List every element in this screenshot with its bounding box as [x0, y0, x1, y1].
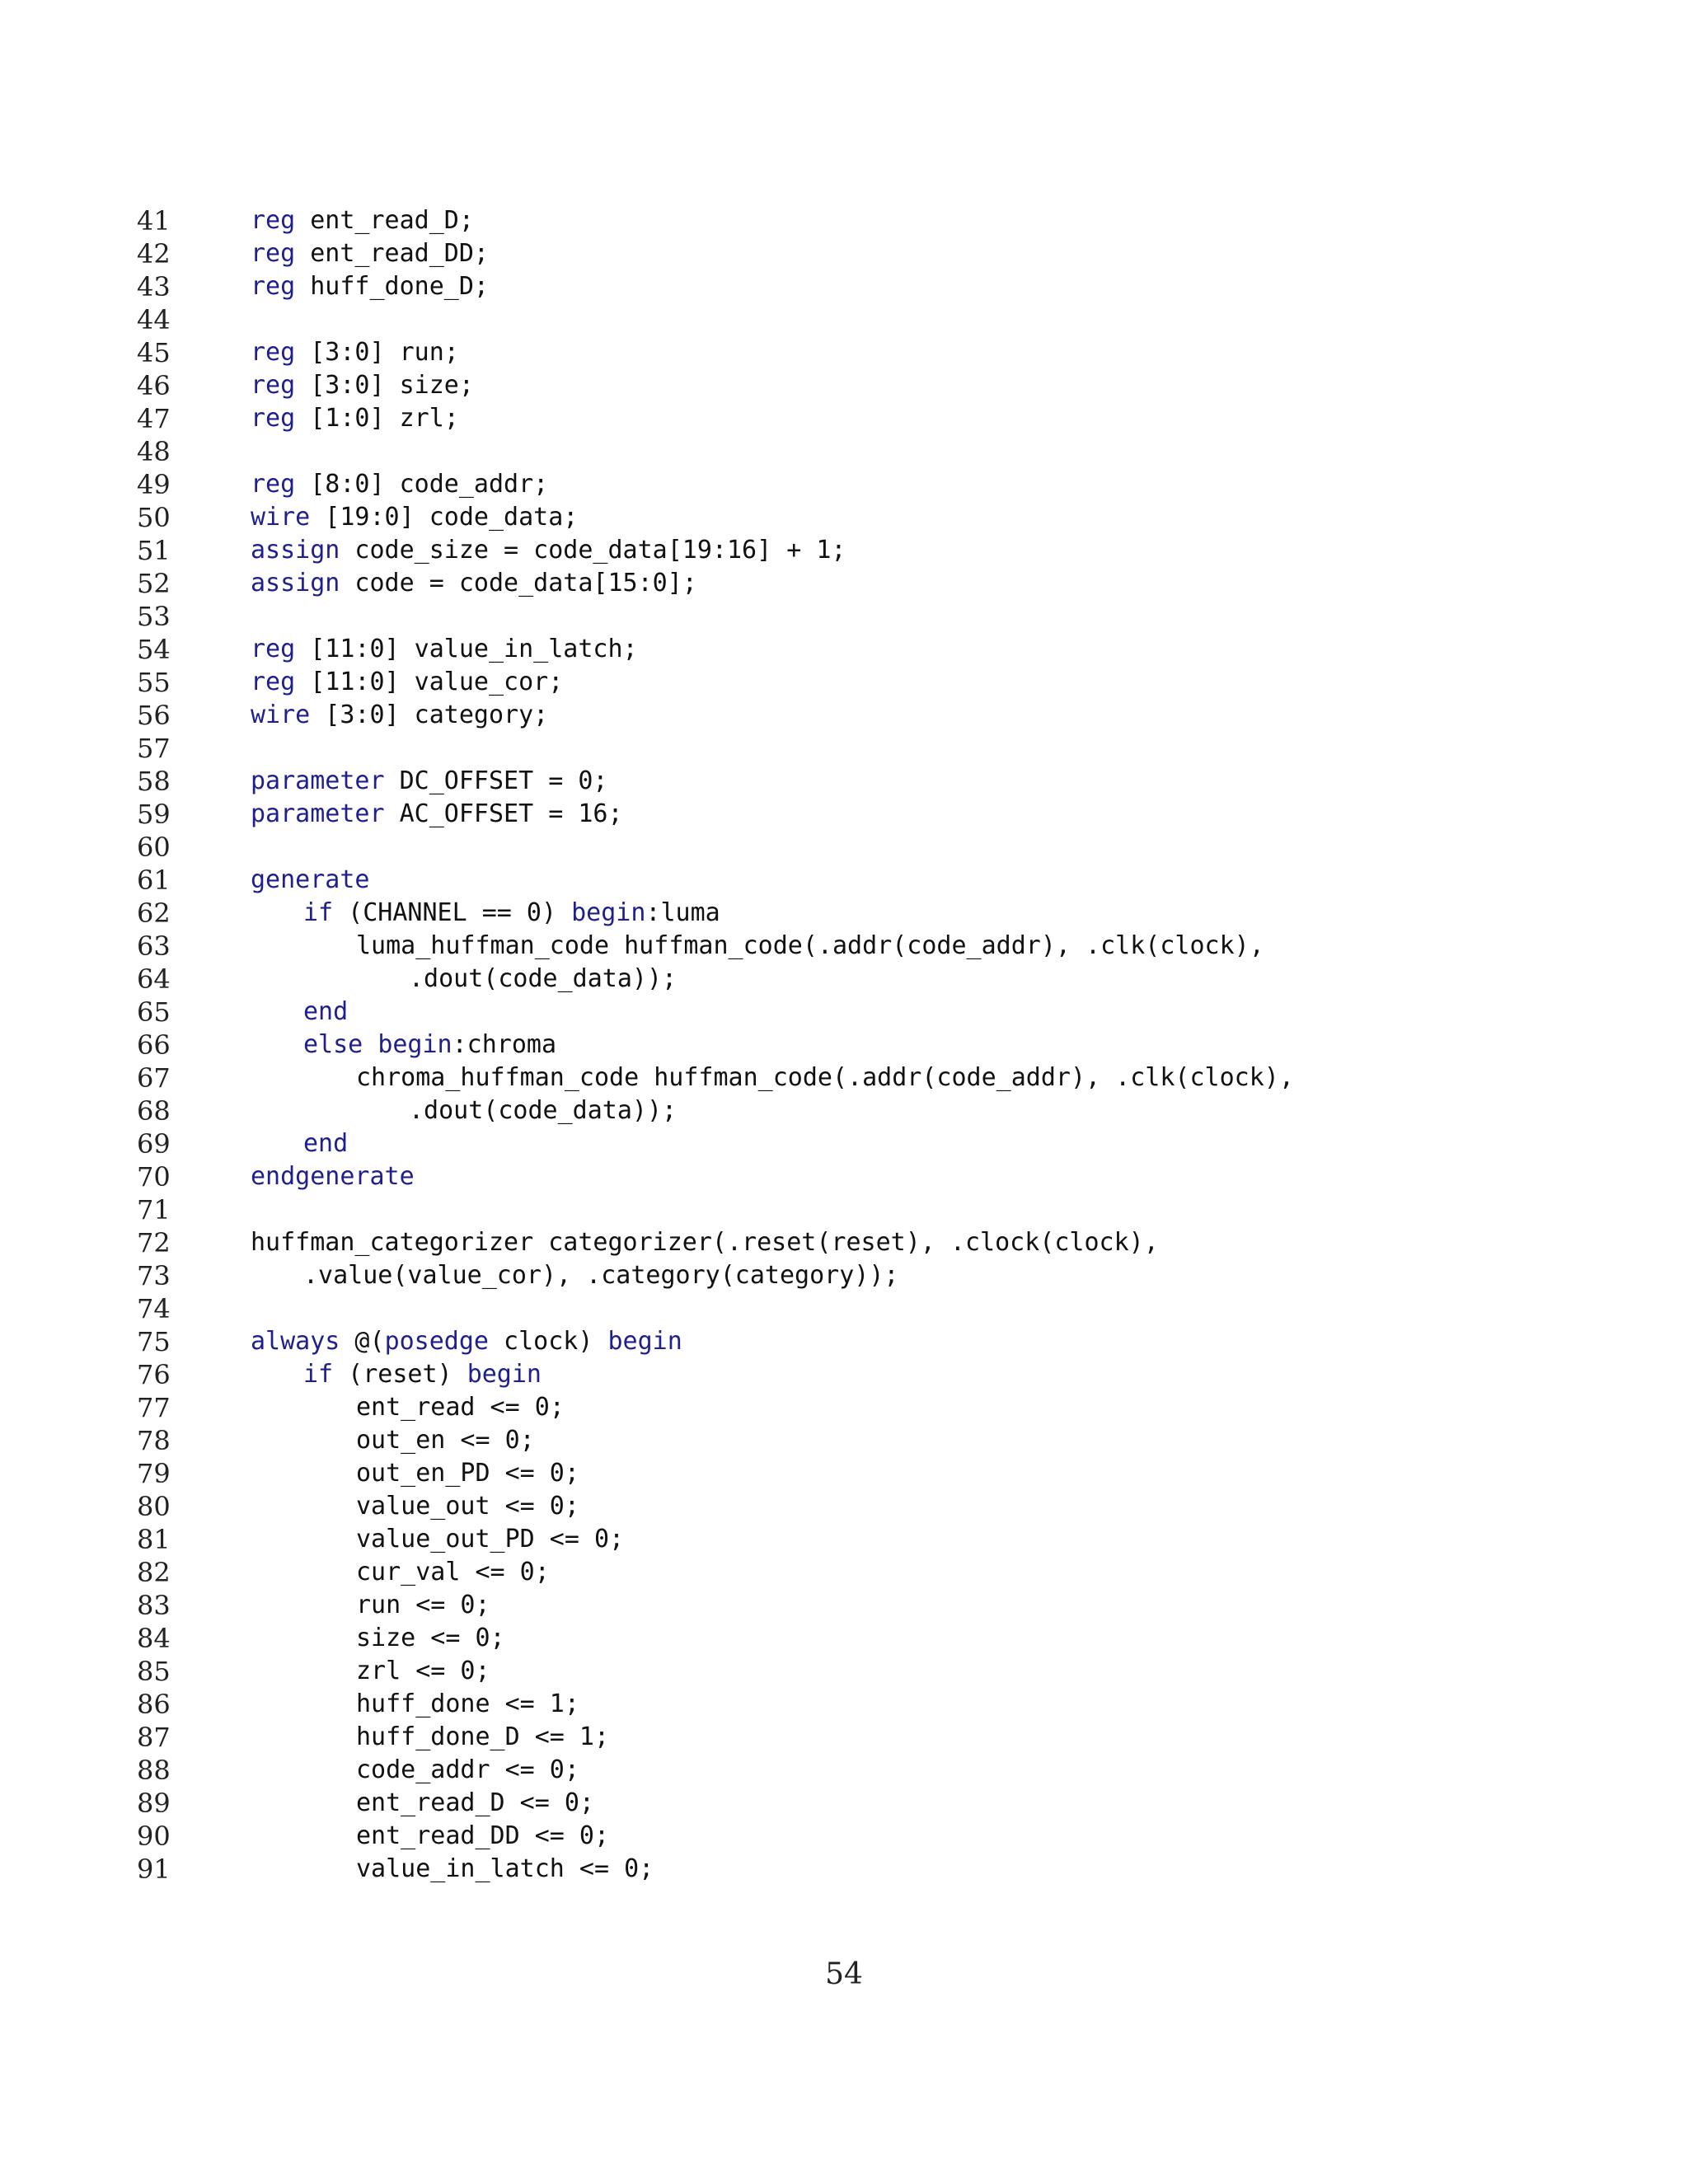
- line-number: 63: [137, 930, 171, 962]
- code-text: generate: [251, 865, 370, 894]
- code-line: [0, 1622, 1688, 1655]
- code-line: [0, 204, 1688, 237]
- code-line: [0, 1226, 1688, 1259]
- line-number: 70: [137, 1161, 171, 1193]
- code-line: [0, 303, 1688, 336]
- line-number: 91: [137, 1854, 171, 1885]
- code-text: parameter DC_OFFSET = 0;: [251, 766, 608, 795]
- code-text: value_out <= 0;: [356, 1492, 579, 1521]
- code-line: [0, 1457, 1688, 1490]
- code-text: run <= 0;: [356, 1591, 490, 1619]
- code-text: huff_done_D <= 1;: [356, 1722, 610, 1751]
- code-text: reg [11:0] value_in_latch;: [251, 635, 638, 663]
- code-text: always @(posedge clock) begin: [251, 1327, 682, 1356]
- line-number: 59: [137, 799, 171, 830]
- code-line: [0, 699, 1688, 732]
- code-line: [0, 1391, 1688, 1424]
- line-number: 80: [137, 1491, 171, 1522]
- code-line: [0, 831, 1688, 864]
- line-number: 90: [137, 1821, 171, 1852]
- line-number: 55: [137, 667, 171, 698]
- code-line: [0, 1029, 1688, 1062]
- code-line: [0, 1292, 1688, 1325]
- code-line: [0, 666, 1688, 699]
- code-line: [0, 1688, 1688, 1721]
- line-number: 65: [137, 996, 171, 1028]
- line-number: 81: [137, 1524, 171, 1555]
- code-text: .dout(code_data));: [409, 1096, 678, 1125]
- code-line: [0, 1655, 1688, 1688]
- code-line: [0, 435, 1688, 468]
- code-line: [0, 765, 1688, 798]
- line-number: 69: [137, 1128, 171, 1160]
- code-line: [0, 897, 1688, 930]
- code-text: reg [11:0] value_cor;: [251, 668, 564, 696]
- code-text: end: [303, 1129, 349, 1158]
- code-line: [0, 1259, 1688, 1292]
- code-line: [0, 402, 1688, 435]
- code-text: chroma_huffman_code huffman_code(.addr(code_addr), .clk(clock),: [356, 1063, 1294, 1092]
- line-number: 50: [137, 502, 171, 533]
- line-number: 71: [137, 1194, 171, 1226]
- code-text: assign code = code_data[15:0];: [251, 569, 697, 598]
- code-text: reg [8:0] code_addr;: [251, 470, 549, 499]
- code-text: endgenerate: [251, 1162, 415, 1191]
- code-text: zrl <= 0;: [356, 1657, 490, 1685]
- code-text: luma_huffman_code huffman_code(.addr(code_addr), .clk(clock),: [356, 931, 1264, 960]
- code-line: [0, 237, 1688, 270]
- code-line: [0, 1523, 1688, 1556]
- code-line: [0, 1820, 1688, 1853]
- line-number: 74: [137, 1293, 171, 1324]
- code-text: reg [1:0] zrl;: [251, 404, 459, 433]
- code-text: ent_read_D <= 0;: [356, 1788, 594, 1817]
- line-number: 79: [137, 1458, 171, 1489]
- code-line: [0, 1160, 1688, 1193]
- code-line: [0, 1094, 1688, 1127]
- line-number: 51: [137, 535, 171, 566]
- code-line: [0, 600, 1688, 633]
- code-text: end: [303, 997, 349, 1026]
- code-text: reg huff_done_D;: [251, 272, 489, 301]
- page-number: 54: [825, 1957, 863, 1991]
- line-number: 66: [137, 1029, 171, 1061]
- code-text: .dout(code_data));: [409, 964, 678, 993]
- line-number: 72: [137, 1227, 171, 1258]
- code-line: [0, 930, 1688, 963]
- code-text: .value(value_cor), .category(category));: [303, 1261, 899, 1290]
- code-line: [0, 468, 1688, 501]
- code-listing: [0, 204, 1688, 1886]
- code-text: wire [19:0] code_data;: [251, 503, 579, 532]
- line-number: 82: [137, 1557, 171, 1588]
- code-text: ent_read_DD <= 0;: [356, 1821, 610, 1850]
- line-number: 85: [137, 1656, 171, 1687]
- code-text: reg ent_read_D;: [251, 206, 474, 235]
- code-text: assign code_size = code_data[19:16] + 1;: [251, 536, 846, 565]
- code-text: cur_val <= 0;: [356, 1558, 550, 1586]
- line-number: 86: [137, 1689, 171, 1720]
- code-line: [0, 1325, 1688, 1358]
- code-line: [0, 336, 1688, 369]
- code-line: [0, 567, 1688, 600]
- line-number: 53: [137, 601, 171, 632]
- line-number: 52: [137, 568, 171, 599]
- code-text: ent_read <= 0;: [356, 1393, 565, 1422]
- code-line: [0, 1556, 1688, 1589]
- code-line: [0, 963, 1688, 996]
- line-number: 48: [137, 436, 171, 467]
- line-number: 73: [137, 1260, 171, 1291]
- code-text: huff_done <= 1;: [356, 1690, 579, 1718]
- code-line: [0, 1721, 1688, 1754]
- line-number: 46: [137, 370, 171, 401]
- code-line: [0, 1754, 1688, 1787]
- line-number: 68: [137, 1095, 171, 1127]
- line-number: 88: [137, 1755, 171, 1786]
- code-line: [0, 1787, 1688, 1820]
- code-line: [0, 534, 1688, 567]
- code-line: [0, 501, 1688, 534]
- code-line: [0, 1424, 1688, 1457]
- code-text: parameter AC_OFFSET = 16;: [251, 799, 623, 828]
- line-number: 75: [137, 1326, 171, 1357]
- code-line: [0, 798, 1688, 831]
- code-text: else begin:chroma: [303, 1030, 557, 1059]
- code-text: code_addr <= 0;: [356, 1755, 579, 1784]
- line-number: 89: [137, 1788, 171, 1819]
- code-line: [0, 1490, 1688, 1523]
- code-line: [0, 1127, 1688, 1160]
- code-line: [0, 1193, 1688, 1226]
- line-number: 78: [137, 1425, 171, 1456]
- code-line: [0, 1853, 1688, 1886]
- line-number: 47: [137, 403, 171, 434]
- code-line: [0, 633, 1688, 666]
- line-number: 43: [137, 271, 171, 302]
- code-text: value_out_PD <= 0;: [356, 1525, 625, 1554]
- line-number: 61: [137, 865, 171, 896]
- code-line: [0, 1062, 1688, 1094]
- line-number: 64: [137, 963, 171, 995]
- line-number: 60: [137, 832, 171, 863]
- code-text: value_in_latch <= 0;: [356, 1854, 654, 1883]
- line-number: 87: [137, 1722, 171, 1753]
- line-number: 41: [137, 205, 171, 237]
- line-number: 83: [137, 1590, 171, 1621]
- code-text: if (CHANNEL == 0) begin:luma: [303, 898, 720, 927]
- code-line: [0, 864, 1688, 897]
- code-line: [0, 732, 1688, 765]
- line-number: 67: [137, 1062, 171, 1094]
- code-text: reg ent_read_DD;: [251, 239, 489, 268]
- code-text: huffman_categorizer categorizer(.reset(reset), .clock(clock),: [251, 1228, 1159, 1257]
- code-line: [0, 996, 1688, 1029]
- line-number: 76: [137, 1359, 171, 1390]
- line-number: 57: [137, 733, 171, 764]
- line-number: 54: [137, 634, 171, 665]
- code-text: reg [3:0] run;: [251, 338, 459, 367]
- line-number: 84: [137, 1623, 171, 1654]
- code-text: out_en_PD <= 0;: [356, 1459, 579, 1488]
- line-number: 58: [137, 766, 171, 797]
- line-number: 77: [137, 1392, 171, 1423]
- line-number: 44: [137, 304, 171, 335]
- code-text: if (reset) begin: [303, 1360, 542, 1389]
- line-number: 49: [137, 469, 171, 500]
- code-text: reg [3:0] size;: [251, 371, 474, 400]
- line-number: 62: [137, 898, 171, 929]
- code-text: wire [3:0] category;: [251, 701, 549, 729]
- code-text: out_en <= 0;: [356, 1426, 535, 1455]
- code-text: size <= 0;: [356, 1624, 505, 1652]
- code-line: [0, 369, 1688, 402]
- line-number: 45: [137, 337, 171, 368]
- line-number: 42: [137, 238, 171, 269]
- code-line: [0, 1589, 1688, 1622]
- line-number: 56: [137, 700, 171, 731]
- code-line: [0, 270, 1688, 303]
- code-line: [0, 1358, 1688, 1391]
